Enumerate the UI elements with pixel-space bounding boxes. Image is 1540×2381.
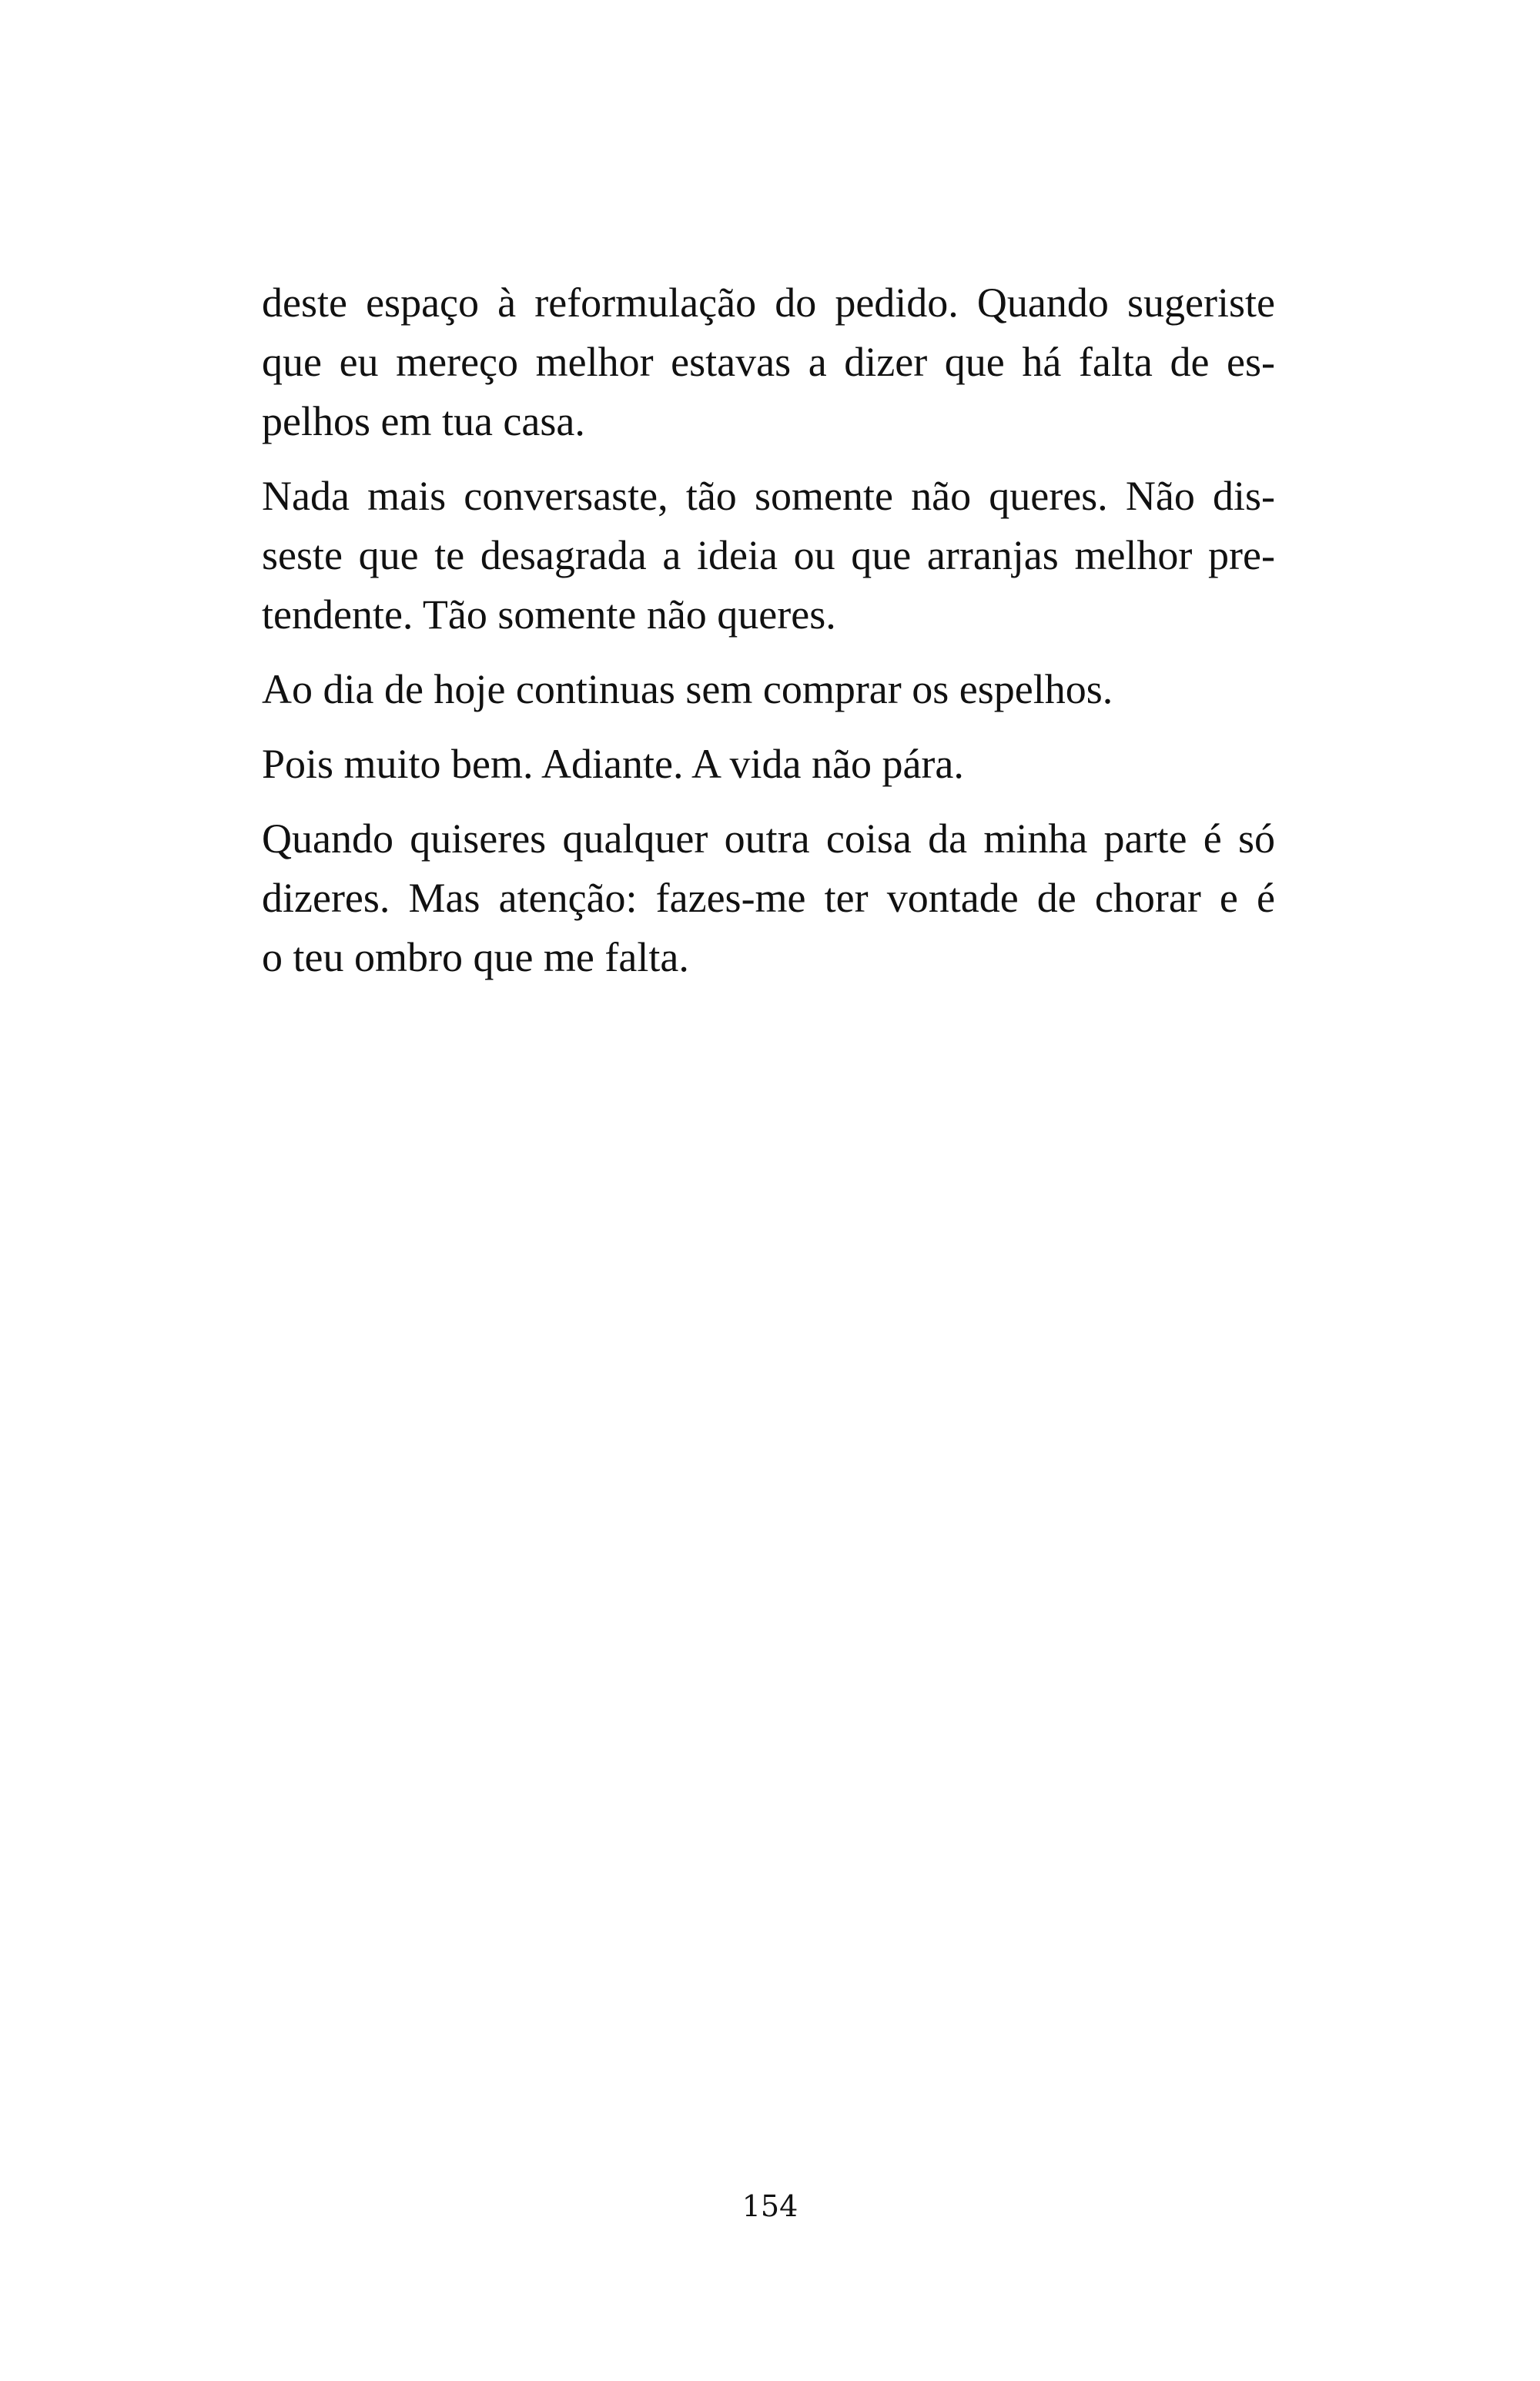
text-line: Nada mais conversaste, tão somente não queres. Não dis- <box>262 473 1275 519</box>
text-line: Quando quiseres qualquer outra coisa da minha parte é só <box>262 815 1275 862</box>
text-line: dizeres. Mas atenção: fazes-me ter vontade de chorar e é <box>262 875 1275 921</box>
text-line: que eu mereço melhor estavas a dizer que há falta de es- <box>262 339 1275 385</box>
text-line: pelhos em tua casa. <box>262 398 585 444</box>
paragraph <box>262 735 1275 794</box>
paragraph <box>262 660 1275 719</box>
text-line: Ao dia de hoje continuas sem comprar os espelhos. <box>262 666 1113 712</box>
text-line: Pois muito bem. Adiante. A vida não pára. <box>262 741 964 787</box>
text-line: seste que te desagrada a ideia ou que arranjas melhor pre- <box>262 532 1275 578</box>
body-text <box>262 273 1275 1003</box>
paragraph <box>262 809 1275 987</box>
paragraph <box>262 273 1275 451</box>
text-line: deste espaço à reformulação do pedido. Quando sugeriste <box>262 280 1275 326</box>
page-number: 154 <box>742 2189 798 2223</box>
text-line: tendente. Tão somente não queres. <box>262 591 836 638</box>
paragraph <box>262 467 1275 645</box>
text-line: o teu ombro que me falta. <box>262 934 689 980</box>
